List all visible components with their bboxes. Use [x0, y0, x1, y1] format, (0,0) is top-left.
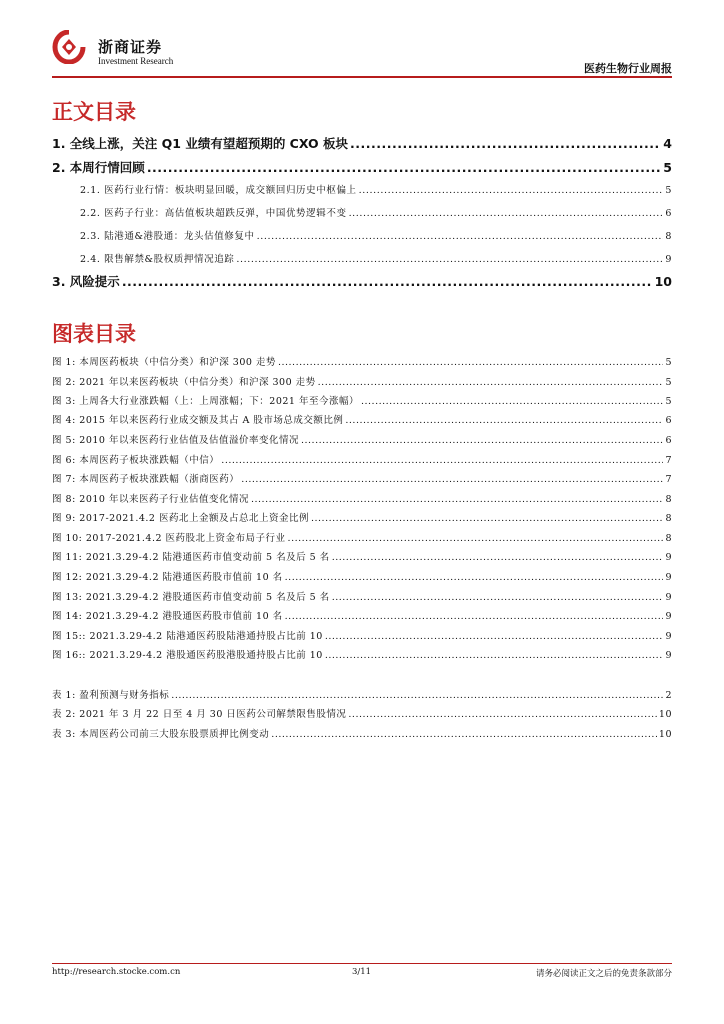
- figure-item[interactable]: 图 7: 本周医药子板块涨跌幅（浙商医药） ..... 7: [52, 471, 672, 485]
- footer-divider: [52, 963, 672, 964]
- figure-item[interactable]: 图 8: 2010 年以来医药子行业估值变化情况 ..... 8: [52, 491, 672, 505]
- toc-item-2-1[interactable]: 2.1. 医药行业行情：板块明显回暖，成交额回归历史中枢偏上 ..... 5: [80, 182, 672, 196]
- toc-item-2-2[interactable]: 2.2. 医药子行业：高估值板块超跌反弹，中国优势逻辑不变 ..... 6: [80, 205, 672, 219]
- figure-item[interactable]: 图 15:: 2021.3.29-4.2 陆港通医药股陆港通持股占比前 10 ..... 9: [52, 628, 672, 642]
- brand-name-cn: 浙商证券: [98, 38, 163, 56]
- figure-item[interactable]: 图 1: 本周医药板块（中信分类）和沪深 300 走势 ..... 5: [52, 354, 672, 368]
- report-type: 医药生物行业周报: [584, 62, 672, 75]
- figure-item[interactable]: 图 9: 2017-2021.4.2 医药北上金额及占总北上资金比例 ..... 8: [52, 510, 672, 524]
- disclaimer-note: 请务必阅读正文之后的免责条款部分: [535, 969, 672, 979]
- figure-item[interactable]: 图 3: 上周各大行业涨跌幅（上：上周涨幅；下：2021 年至今涨幅） ..... 5: [52, 393, 672, 407]
- header-divider: [52, 76, 672, 78]
- toc-item-2-3[interactable]: 2.3. 陆港通&港股通：龙头估值修复中 ..... 8: [80, 228, 672, 242]
- toc-title: 正文目录: [52, 100, 136, 124]
- figure-item[interactable]: 图 14: 2021.3.29-4.2 港股通医药股市值前 10 名 ..... 9: [52, 608, 672, 622]
- table-item[interactable]: 表 1: 盈利预测与财务指标 ..... 2: [52, 687, 672, 701]
- figures-title: 图表目录: [52, 322, 136, 346]
- figure-item[interactable]: 图 4: 2015 年以来医药行业成交额及其占 A 股市场总成交额比例 ..... 6: [52, 412, 672, 426]
- figure-item[interactable]: 图 10: 2017-2021.4.2 医药股北上资金布局子行业 ..... 8: [52, 530, 672, 544]
- brand-name-en: Investment Research: [98, 56, 174, 66]
- toc-item-1[interactable]: 1. 全线上涨，关注 Q1 业绩有望超预期的 CXO 板块 ..... 4: [52, 134, 672, 152]
- toc-item-2[interactable]: 2. 本周行情回顾 ..... 5: [52, 158, 672, 176]
- page-number: 3/11: [352, 967, 372, 977]
- figure-item[interactable]: 图 12: 2021.3.29-4.2 陆港通医药股市值前 10 名 ..... 9: [52, 569, 672, 583]
- toc-item-2-4[interactable]: 2.4. 限售解禁&股权质押情况追踪 ..... 9: [80, 251, 672, 265]
- footer-url[interactable]: http://research.stocke.com.cn: [52, 967, 181, 977]
- figure-item[interactable]: 图 5: 2010 年以来医药行业估值及估值溢价率变化情况 ..... 6: [52, 432, 672, 446]
- page-header: [52, 30, 672, 76]
- figure-item[interactable]: 图 6: 本周医药子板块涨跌幅（中信） ..... 7: [52, 452, 672, 466]
- figure-item[interactable]: 图 13: 2021.3.29-4.2 港股通医药市值变动前 5 名及后 5 名 ..... 9: [52, 589, 672, 603]
- figure-item[interactable]: 图 16:: 2021.3.29-4.2 港股通医药股港股通持股占比前 10 ..... 9: [52, 647, 672, 661]
- table-item[interactable]: 表 3: 本周医药公司前三大股东股票质押比例变动 ..... 10: [52, 726, 672, 740]
- toc-item-3[interactable]: 3. 风险提示 ..... 10: [52, 272, 672, 290]
- figure-item[interactable]: 图 2: 2021 年以来医药板块（中信分类）和沪深 300 走势 ..... 5: [52, 374, 672, 388]
- figure-item[interactable]: 图 11: 2021.3.29-4.2 陆港通医药市值变动前 5 名及后 5 名 ..... 9: [52, 549, 672, 563]
- table-item[interactable]: 表 2: 2021 年 3 月 22 日至 4 月 30 日医药公司解禁限售股情况 ..... 10: [52, 706, 672, 720]
- zheshang-logo-icon: [52, 30, 86, 64]
